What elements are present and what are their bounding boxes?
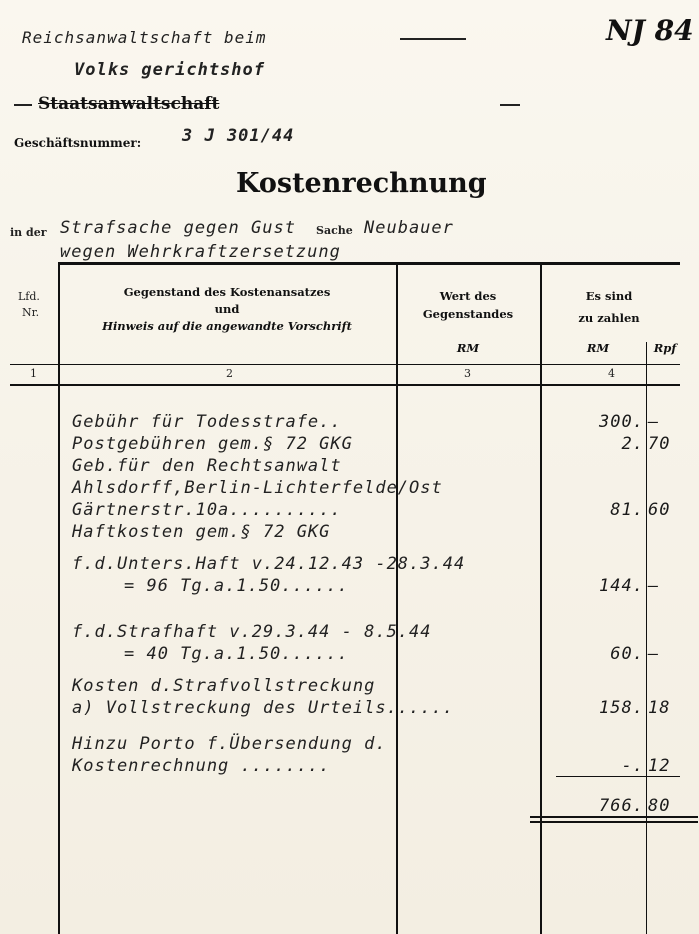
col3-unit: RM bbox=[456, 341, 480, 355]
cost-item-text: = 40 Tg.a.1.50...... bbox=[124, 644, 349, 664]
cost-item-rpf: — bbox=[648, 576, 660, 596]
corner-mark: NJ 84 bbox=[606, 14, 694, 47]
cost-item-rm: 144. bbox=[599, 576, 644, 596]
cost-item-rm: 81. bbox=[610, 500, 644, 520]
col-number: 3 bbox=[464, 367, 471, 380]
cost-item-text: Haftkosten gem.§ 72 GKG bbox=[72, 522, 331, 542]
col4-header-line2: zu zahlen bbox=[578, 311, 640, 325]
cost-item-rpf: 12 bbox=[648, 756, 671, 776]
cost-item-rpf: 60 bbox=[648, 500, 671, 520]
cost-item-text: Gärtnerstr.10a.......... bbox=[72, 500, 342, 520]
col1-header-line2: Nr. bbox=[22, 306, 40, 319]
file-number-label: Geschäftsnummer: bbox=[14, 136, 142, 150]
cost-item-text: Geb.für den Rechtsanwalt bbox=[72, 456, 342, 476]
authority-line-1: Reichsanwaltschaft beim bbox=[22, 28, 267, 47]
authority-line-3: Staatsanwaltschaft bbox=[38, 94, 220, 114]
col-number: 1 bbox=[30, 367, 37, 380]
cost-item-text: f.d.Strafhaft v.29.3.44 - 8.5.44 bbox=[72, 622, 432, 642]
cost-item-text: a) Vollstreckung des Urteils...... bbox=[72, 698, 454, 718]
cost-item-rm: 2. bbox=[621, 434, 644, 454]
table-column-divider bbox=[646, 342, 647, 934]
col-number: 2 bbox=[226, 367, 233, 380]
cost-item-rm: -. bbox=[621, 756, 644, 776]
col4-header-line1: Es sind bbox=[585, 289, 633, 303]
cost-item-rm: 60. bbox=[610, 644, 644, 664]
total-double-rule bbox=[530, 821, 698, 823]
authority-line-2: Volks gerichtshof bbox=[74, 60, 265, 80]
header-dash bbox=[400, 38, 466, 40]
case-sache-word: Sache bbox=[316, 224, 353, 237]
cost-item-text: Postgebühren gem.§ 72 GKG bbox=[72, 434, 353, 454]
col4-unit-rpf: Rpf bbox=[653, 341, 677, 355]
cost-item-text: Ahlsdorff,Berlin-Lichterfelde/Ost bbox=[72, 478, 443, 498]
header-dash bbox=[14, 104, 32, 106]
cost-item-text: Gebühr für Todesstrafe.. bbox=[72, 412, 342, 432]
table-column-divider bbox=[540, 262, 542, 934]
document-title: Kostenrechnung bbox=[236, 168, 487, 199]
col4-unit-rm: RM bbox=[586, 341, 610, 355]
col2-header-line2: und bbox=[214, 302, 240, 316]
col3-header-line1: Wert des bbox=[439, 289, 497, 303]
case-prefix: in der bbox=[10, 226, 47, 239]
table-top-rule bbox=[58, 262, 680, 265]
cost-item-text: = 96 Tg.a.1.50...... bbox=[124, 576, 349, 596]
table-column-divider bbox=[396, 262, 398, 934]
case-line-1: Strafsache gegen Gust bbox=[60, 218, 296, 238]
total-rm: 766. bbox=[599, 796, 644, 816]
case-line-2: wegen Wehrkraftzersetzung bbox=[60, 242, 341, 262]
table-column-divider bbox=[58, 262, 60, 934]
col2-header-line3: Hinweis auf die angewandte Vorschrift bbox=[102, 319, 352, 333]
case-defendant-name: Neubauer bbox=[364, 218, 454, 238]
cost-item-rpf: — bbox=[648, 644, 660, 664]
cost-item-rpf: — bbox=[648, 412, 660, 432]
total-rpf: 80 bbox=[648, 796, 671, 816]
cost-item-text: f.d.Unters.Haft v.24.12.43 -28.3.44 bbox=[72, 554, 466, 574]
file-number: 3 J 301/44 bbox=[182, 126, 295, 146]
table-header-rule bbox=[10, 364, 680, 365]
table-colnum-rule bbox=[10, 384, 680, 386]
total-top-rule bbox=[556, 776, 680, 777]
cost-item-text: Hinzu Porto f.Übersendung d. bbox=[72, 734, 387, 754]
cost-item-rm: 158. bbox=[599, 698, 644, 718]
col2-header-line1: Gegenstand des Kostenansatzes bbox=[123, 285, 331, 299]
header-dash bbox=[500, 104, 520, 106]
col3-header-line2: Gegenstandes bbox=[422, 307, 514, 321]
col1-header-line1: Lfd. bbox=[18, 290, 40, 303]
cost-item-text: Kosten d.Strafvollstreckung bbox=[72, 676, 376, 696]
cost-item-rm: 300. bbox=[599, 412, 644, 432]
col-number: 4 bbox=[608, 367, 615, 380]
cost-item-rpf: 18 bbox=[648, 698, 671, 718]
cost-item-text: Kostenrechnung ........ bbox=[72, 756, 331, 776]
cost-item-rpf: 70 bbox=[648, 434, 671, 454]
total-double-rule bbox=[530, 816, 698, 818]
